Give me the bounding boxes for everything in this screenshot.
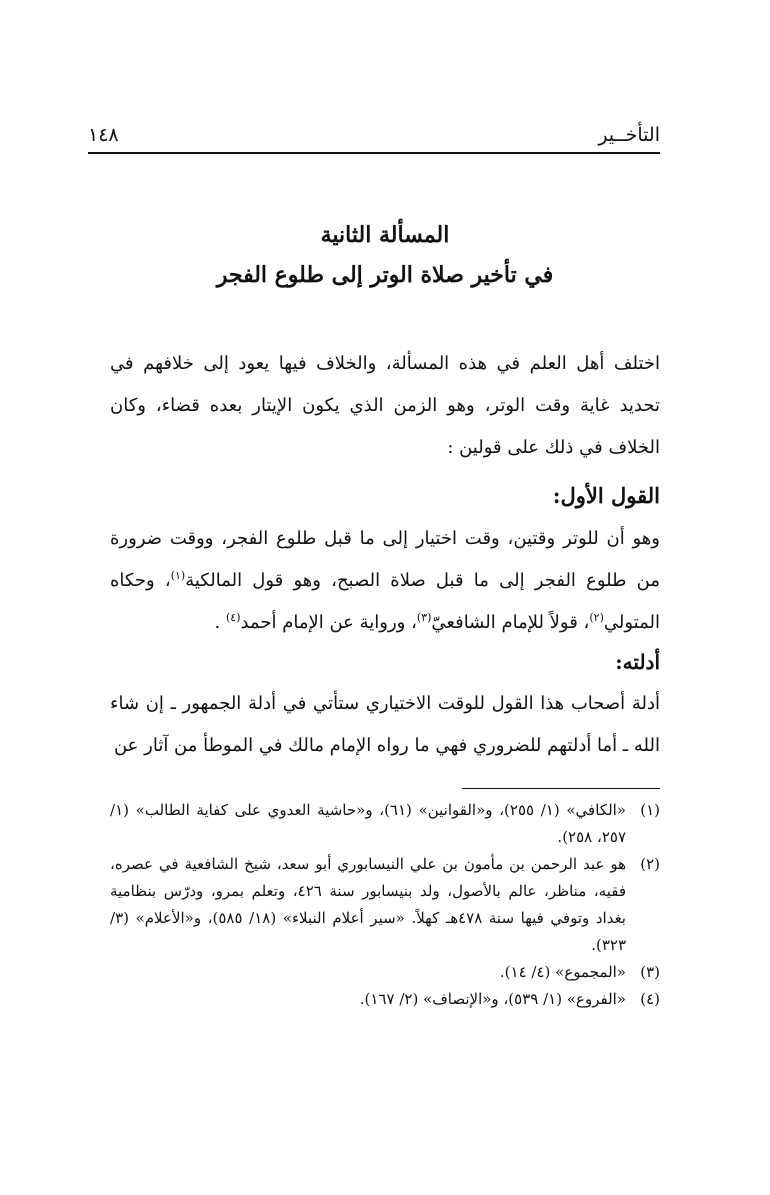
p2-part-c: ، قولاً للإمام الشافعيّ (431, 612, 590, 633)
footnotes (110, 797, 660, 1013)
footnote-text: «الكافي» (١/ ٢٥٥)، و«القوانين» (٦١)، و«حاشية العدوي على كفاية الطالب» (١/ ٢٥٧، ٢٥٨). (110, 801, 626, 846)
footnote-number: (١) (640, 801, 660, 819)
footnote-number: (٤) (640, 990, 660, 1008)
paragraph-evidence: أدلة أصحاب هذا القول للوقت الاختياري ستأتي في أدلة الجمهور ـ إن شاء الله ـ أما أدلتهم للضروري فهي ما رواه الإمام مالك في الموطأ من آثار عن (110, 693, 660, 756)
p2-part-a: وهو أن للوتر وقتين، وقت اختيار إلى ما قبل طلوع الفجر، ووقت ضرورة من طلوع الفجر إلى ما قبل صلاة الصبح، وهو قول المالكية (110, 528, 660, 591)
evidence-heading: أدلته: (615, 650, 660, 674)
p2-part-b: ، وحكاه المتولي (110, 570, 660, 633)
footnote-item (110, 851, 660, 959)
footnote-ref-3[interactable]: (٣) (416, 611, 432, 624)
paragraph-first-opinion (110, 518, 660, 644)
footnote-ref-1[interactable]: (١) (170, 569, 186, 582)
running-title: التأخــير (598, 124, 660, 146)
p2-part-e: . (214, 612, 226, 633)
page-number: ١٤٨ (88, 124, 119, 146)
paragraph-intro: اختلف أهل العلم في هذه المسألة، والخلاف فيها يعود إلى خلافهم في تحديد غاية وقت الوتر، وهو الزمن الذي يكون الإيتار بعده قضاء، وكان الخلاف في ذلك على قولين : (110, 353, 660, 458)
section-subheading: في تأخير صلاة الوتر إلى طلوع الفجر (216, 262, 554, 288)
footnote-text: هو عبد الرحمن بن مأمون بن علي النيسابوري أبو سعد، شيخ الشافعية في عصره، فقيه، مناظر، عالم بالأصول، ولد بنيسابور سنة ٤٢٦، وتعلم بمرو، ودرّس بنظامية بغداد وتوفي فيها سنة ٤٧٨هـ كهلاً. «سير أعلام النبلاء» (١٨/ ٥٨٥)، و«الأعلام» (٣/ ٣٢٣). (110, 855, 626, 954)
footnote-item (110, 797, 660, 851)
footnote-separator (462, 788, 660, 789)
footnote-ref-2[interactable]: (٢) (589, 611, 604, 624)
footnote-number: (٣) (640, 963, 660, 981)
p2-part-d: ، ورواية عن الإمام أحمد (240, 612, 417, 633)
header-rule (88, 152, 660, 154)
footnote-text: «الفروع» (١/ ٥٣٩)، و«الإنصاف» (٢/ ١٦٧). (359, 990, 626, 1008)
section-heading: المسألة الثانية (320, 222, 450, 248)
footnote-text: «المجموع» (٤/ ١٤). (499, 963, 626, 981)
footnote-number: (٢) (640, 855, 660, 873)
footnote-ref-4[interactable]: (٤) (225, 611, 241, 624)
footnote-item (110, 986, 660, 1013)
footnote-item (110, 959, 660, 986)
first-opinion-heading: القول الأول: (552, 483, 660, 508)
